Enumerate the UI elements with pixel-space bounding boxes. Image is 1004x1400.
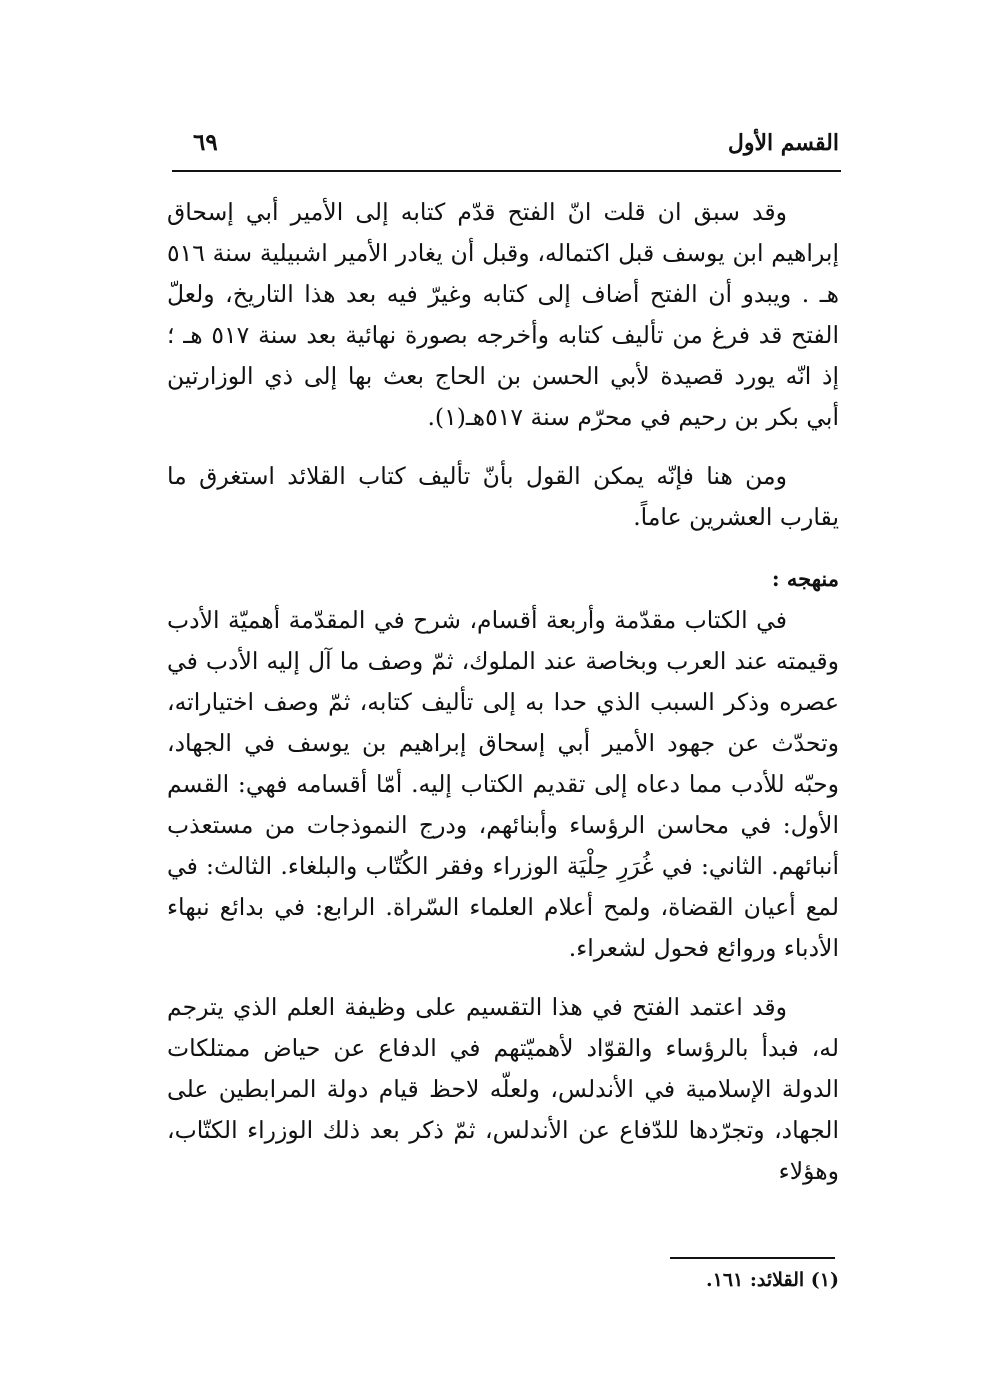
section-heading-method: منهجه : bbox=[771, 566, 839, 591]
page-number: ٦٩ bbox=[193, 129, 218, 156]
paragraph-division-rationale: وقد اعتمد الفتح في هذا التقسيم على وظيفة العلم الذي يترجم له، فبدأ بالرؤساء والقوّاد لأهميّتهم في الدفاع عن حياض ممتلكات الدولة الإسلامية في الأندلس، ولعلّه لاحظ قيام دولة المرابطين على الجهاد، وتجرّدها للدّفاع عن الأندلس، ثمّ ذكر بعد ذلك الوزراء الكتّاب، وهؤلاء bbox=[167, 993, 839, 1185]
footnote: (١) القلائد: ١٦١. bbox=[706, 1269, 839, 1291]
paragraph-writing-duration: ومن هنا فإنّه يمكن القول بأنّ تأليف كتاب القلائد استغرق ما يقارب العشرين عاماً. bbox=[167, 462, 839, 531]
section-title: القسم الأول bbox=[727, 130, 839, 156]
footnote-divider bbox=[670, 1257, 835, 1259]
header-divider bbox=[172, 170, 841, 172]
paragraph-composition-date: وقد سبق ان قلت انّ الفتح قدّم كتابه إلى الأمير أبي إسحاق إبراهيم ابن يوسف قبل اكتماله، وقبل أن يغادر الأمير اشبيلية سنة ٥١٦ هـ . ويبدو أن الفتح أضاف إلى كتابه وغيرّ فيه بعد هذا التاريخ، ولعلّ الفتح قد فرغ من تأليف كتابه وأخرجه بصورة نهائية بعد سنة ٥١٧ هـ ؛ إذ انّه يورد قصيدة لأبي الحسن بن الحاج بعث بها إلى ذي الوزارتين أبي بكر بن رحيم في محرّم سنة ٥١٧هـ(١). bbox=[167, 198, 839, 431]
running-header bbox=[175, 128, 839, 168]
body-text bbox=[167, 192, 839, 1210]
paragraph-book-structure: في الكتاب مقدّمة وأربعة أقسام، شرح في المقدّمة أهميّة الأدب وقيمته عند العرب وبخاصة عند الملوك، ثمّ وصف ما آل إليه الأدب في عصره وذكر السبب الذي حدا به إلى تأليف كتابه، ثمّ وصف اختياراته، وتحدّث عن جهود الأمير أبي إسحاق إبراهيم بن يوسف في الجهاد، وحبّه للأدب مما دعاه إلى تقديم الكتاب إليه. أمّا أقسامه فهي: القسم الأول: في محاسن الرؤساء وأبنائهم، ودرج النموذجات من مستعذب أنبائهم. الثاني: في غُرَرِ حِلْيَة الوزراء وفقر الكُتّاب والبلغاء. الثالث: في لمع أعيان القضاة، ولمح أعلام العلماء السّراة. الرابع: في بدائع نبهاء الأدباء وروائع فحول لشعراء. bbox=[167, 606, 839, 962]
